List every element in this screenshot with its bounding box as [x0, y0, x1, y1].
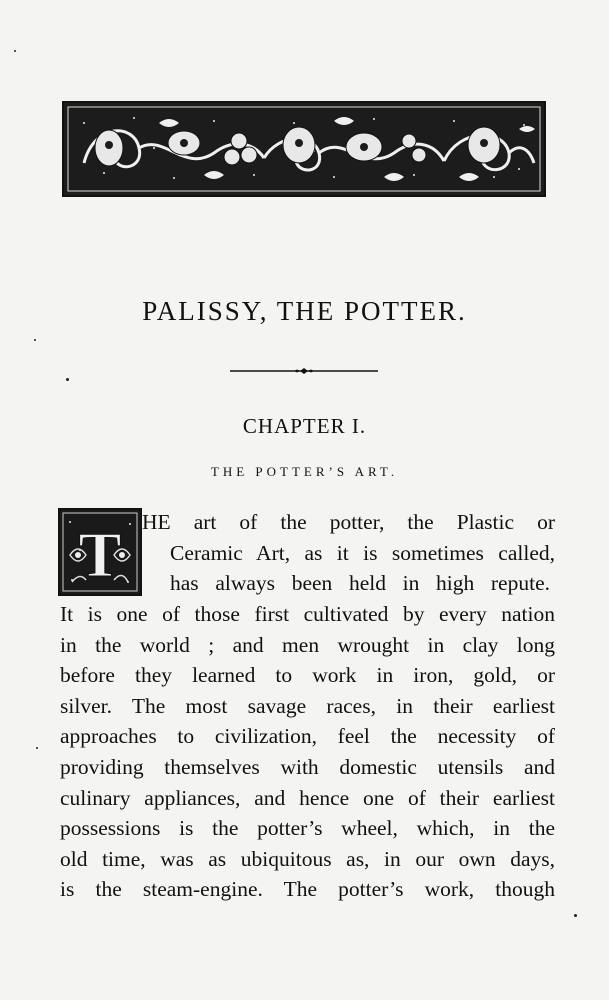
paper-speck [34, 339, 36, 341]
paper-speck [66, 378, 69, 381]
body-text-line: approaches to civilization, feel the necessity of [60, 724, 555, 748]
paper-speck [14, 50, 16, 52]
page-title: PALISSY, THE POTTER. [142, 296, 467, 326]
header-ornament-illustration [62, 101, 546, 197]
section-subtitle: THE POTTER’S ART. [210, 464, 399, 479]
body-text-line: before they learned to work in iron, gold, or [60, 663, 555, 687]
chapter-heading: CHAPTER I. [242, 414, 367, 438]
body-text-line: in the world ; and men wrought in clay long [60, 633, 555, 657]
paper-speck [36, 747, 38, 749]
body-text-line: HE art of the potter, the Plastic or [142, 510, 555, 534]
body-text-line: possessions is the potter’s wheel, which, in the [60, 816, 555, 840]
title-divider-rule [230, 368, 378, 374]
dropcap-letter: T [78, 519, 122, 590]
body-text-line: has always been held in high repute. [170, 571, 550, 595]
body-text-line: Ceramic Art, as it is sometimes called, [170, 541, 555, 565]
body-text-line: is the steam-engine. The potter’s work, though [60, 877, 555, 901]
paper-speck [574, 914, 577, 917]
dropcap-initial-letter [58, 508, 142, 596]
body-text-line: It is one of those first cultivated by every nation [60, 602, 555, 626]
body-text-line: culinary appliances, and hence one of their earliest [60, 786, 555, 810]
body-text-line: silver. The most savage races, in their earliest [60, 694, 555, 718]
body-text-line: old time, was as ubiquitous as, in our own days, [60, 847, 555, 871]
body-text-line: providing themselves with domestic utensils and [60, 755, 555, 779]
